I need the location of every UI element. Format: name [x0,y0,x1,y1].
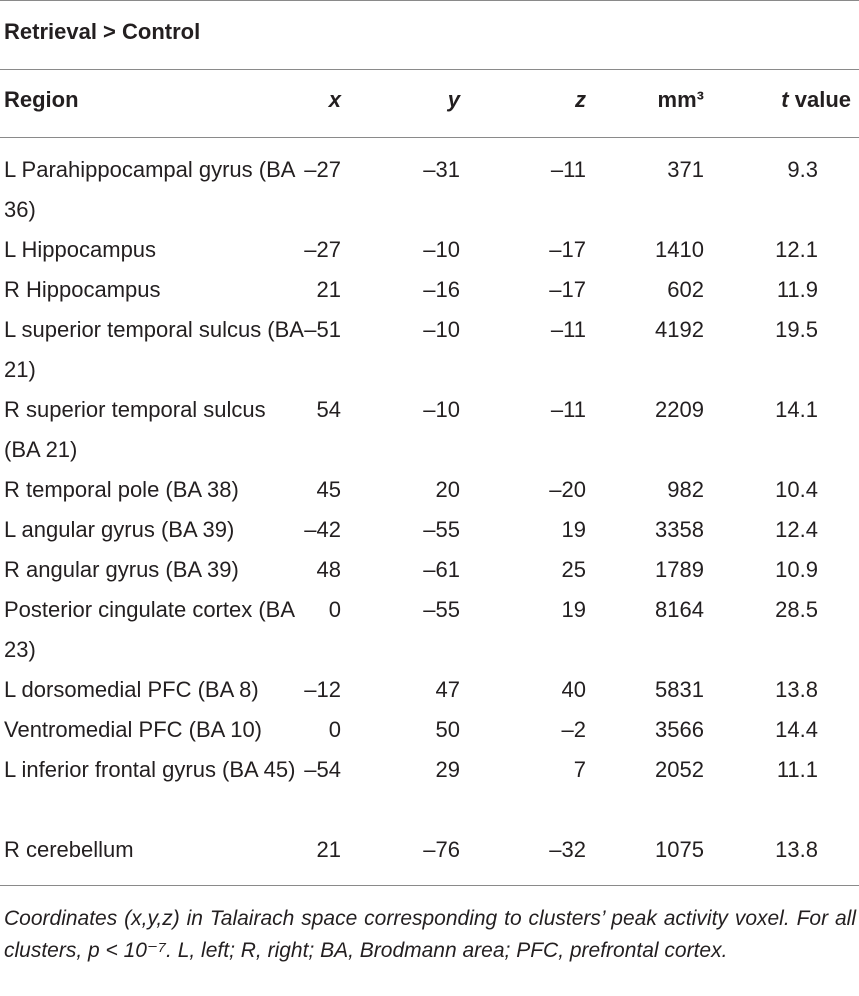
table-body [0,150,859,870]
volume-cell: 3566 [655,717,704,742]
y-cell: 29 [435,757,460,782]
region-cell: Posterior cingulate cortex (BA 23) [4,597,294,662]
y-cell: 20 [435,477,460,502]
z-cell: –2 [561,717,586,742]
section-rule [0,69,859,70]
region-cell: L Parahippocampal gyrus (BA 36) [4,157,295,222]
volume-cell: 5831 [655,677,704,702]
region-cell: L inferior frontal gyrus (BA 45) [4,757,296,782]
t-value-cell: 19.5 [775,317,818,342]
top-rule [0,0,859,1]
z-cell: –17 [549,237,586,262]
y-cell: –55 [423,517,460,542]
volume-cell: 1789 [655,557,704,582]
region-cell: R temporal pole (BA 38) [4,477,239,502]
z-cell: –11 [550,397,586,422]
volume-cell: 8164 [655,597,704,622]
volume-cell: 371 [667,157,704,182]
y-cell: –61 [423,557,460,582]
x-cell: –42 [304,517,341,542]
x-cell: 21 [316,837,341,862]
z-cell: 19 [561,597,586,622]
bottom-rule [0,885,859,886]
table-row [0,550,859,590]
section-title: Retrieval > Control [4,19,201,44]
volume-cell: 4192 [655,317,704,342]
table-row [0,150,859,230]
header-region: Region [4,87,79,112]
header-rule [0,137,859,138]
x-cell: 0 [328,597,341,622]
table-row [0,750,859,830]
table-header [0,86,859,116]
table-row [0,510,859,550]
t-value-cell: 12.4 [775,517,818,542]
region-cell: L dorsomedial PFC (BA 8) [4,677,259,702]
table-row [0,230,859,270]
region-cell: L superior temporal sulcus (BA 21) [4,317,303,382]
header-x: x [328,87,341,112]
t-value-cell: 13.8 [775,837,818,862]
header-y: y [447,87,460,112]
z-cell: –11 [550,317,586,342]
table-row [0,310,859,390]
y-cell: –10 [423,317,460,342]
z-cell: 19 [561,517,586,542]
header-t-variable: t [781,87,789,112]
t-value-cell: 12.1 [775,237,818,262]
region-cell: Ventromedial PFC (BA 10) [4,717,263,742]
volume-cell: 2052 [655,757,704,782]
y-cell: –31 [423,157,460,182]
t-value-cell: 10.4 [775,477,818,502]
t-value-cell: 9.3 [787,157,818,182]
z-cell: –11 [550,157,586,182]
volume-cell: 2209 [655,397,704,422]
x-cell: 54 [316,397,341,422]
x-cell: –27 [304,237,341,262]
table-row [0,670,859,710]
x-cell: 0 [328,717,341,742]
x-cell: –27 [304,157,341,182]
z-cell: 25 [561,557,586,582]
table-row [0,470,859,510]
volume-cell: 3358 [655,517,704,542]
x-cell: 45 [316,477,341,502]
y-cell: –16 [423,277,460,302]
volume-cell: 1410 [655,237,704,262]
t-value-cell: 10.9 [775,557,818,582]
t-value-cell: 14.1 [775,397,818,422]
table-row [0,590,859,670]
y-cell: 50 [435,717,460,742]
region-cell: R cerebellum [4,837,134,862]
x-cell: 21 [316,277,341,302]
table-row [0,390,859,470]
y-cell: –10 [423,397,460,422]
z-cell: 7 [573,757,586,782]
header-t-value [781,86,851,114]
table-footnote: Coordinates (x,y,z) in Talairach space corresponding to clusters’ peak activity voxel. For all clusters, p < 10⁻⁷. L, left; R, right; BA, Brodmann area; PFC, prefrontal cortex. [4,907,856,962]
y-cell: –10 [423,237,460,262]
z-cell: –17 [549,277,586,302]
t-value-cell: 28.5 [775,597,818,622]
y-cell: 47 [435,677,460,702]
volume-cell: 602 [667,277,704,302]
x-cell: 48 [316,557,341,582]
t-value-cell: 14.4 [775,717,818,742]
table-row [0,710,859,750]
z-cell: 40 [561,677,586,702]
z-cell: –32 [549,837,586,862]
t-value-cell: 13.8 [775,677,818,702]
volume-cell: 1075 [655,837,704,862]
region-cell: L Hippocampus [4,237,157,262]
region-cell: R Hippocampus [4,277,161,302]
header-t-label: value [788,87,851,112]
t-value-cell: 11.1 [776,757,818,782]
table-row [0,270,859,310]
header-volume: mm³ [657,87,704,112]
t-value-cell: 11.9 [776,277,818,302]
region-cell: R angular gyrus (BA 39) [4,557,239,582]
y-cell: –55 [423,597,460,622]
volume-cell: 982 [667,477,704,502]
x-cell: –51 [304,317,341,342]
y-cell: –76 [423,837,460,862]
z-cell: –20 [549,477,586,502]
header-z: z [575,87,586,112]
x-cell: –54 [304,757,341,782]
table-row [0,830,859,870]
region-cell: L angular gyrus (BA 39) [4,517,235,542]
x-cell: –12 [304,677,341,702]
region-cell: R superior temporal sulcus (BA 21) [4,397,266,462]
